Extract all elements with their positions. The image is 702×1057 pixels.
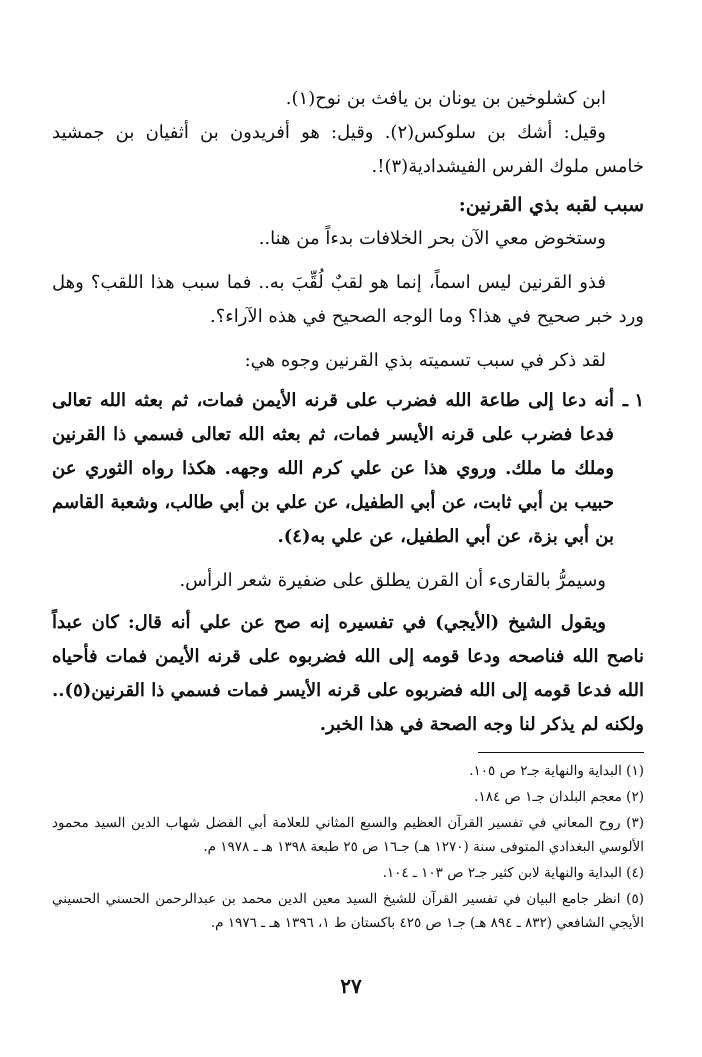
footnote: (٥) انظر جامع البيان في تفسير القرآن للشيخ السيد معين الدين محمد بن عبدالرحمن الحسني الحسيني الأيجي الشافعي (٨٣٢ ـ ٨٩٤ هـ) جـ١ ص ٤٢٥ باكستان ط ١، ١٣٩٦ هـ ـ ١٩٧٦ م. [52, 891, 644, 931]
list-item-number: ١ ـ [622, 390, 644, 411]
paragraph-question: فذو القرنين ليس اسماً، إنما هو لقبٌ لُقِّبَ به.. فما سبب هذا اللقب؟ وهل ورد خبر صحيح في هذا؟ وما الوجه الصحيح في هذه الآراء؟. [52, 272, 644, 327]
paragraph-reasons-lead: لقد ذكر في سبب تسميته بذي القرنين وجوه هي: [244, 350, 606, 371]
footnote: (٤) البداية والنهاية لابن كثير جـ٢ ص ١٠٣ ـ ١٠٤. [382, 865, 644, 881]
paragraph-intro: وستخوض معي الآن بحر الخلافات بدءاً من هنا.. [258, 228, 606, 249]
footnote: (١) البداية والنهاية جـ٢ ص ١٠٥. [469, 763, 644, 779]
footnote-divider [478, 752, 644, 753]
paragraph-note: وسيمرُّ بالقارىء أن القرن يطلق على ضفيرة شعر الرأس. [179, 570, 606, 591]
footnotes [52, 759, 644, 935]
section-heading: سبب لقبه بذي القرنين: [458, 194, 644, 216]
page-number: ٢٧ [340, 974, 362, 998]
list-item-text: أنه دعا إلى طاعة الله فضرب على قرنه الأيمن فمات، ثم بعثه الله تعالى فدعا فضرب على قرنه الأيسر فمات، ثم بعثه الله تعالى فسمي ذا القرنين وملك ما ملك. وروي هذا عن علي كرم الله وجهه. هكذا رواه الثوري عن حبيب بن أبي ثابت، عن أبي الطفيل، عن علي بن أبي طالب، وشعبة القاسم بن أبي بزة، عن أبي الطفيل، عن علي به(٤). [52, 390, 614, 547]
paragraph-lineage: ابن كشلوخين بن يونان بن يافث بن نوح(١). [285, 88, 606, 109]
footnote: (٣) روح المعاني في تفسير القرآن العظيم والسبع المثاني للعلامة أبي الفضل شهاب الدين السيد محمود الألوسي البغدادي المتوفى سنة (١٢٧٠ هـ) جـ١٦ ص ٢٥ طبعة ١٣٩٨ هـ ـ ١٩٧٨ م. [52, 815, 644, 855]
paragraph-sheikh-quote: ويقول الشيخ (الأيجي) في تفسيره إنه صح عن علي أنه قال: كان عبداً ناصح الله فناصحه ودعا قومه إلى الله فضربوه على قرنه الأيمن فمات فأحياه الله فدعا قومه إلى الله فضربوه على قرنه الأيسر فمات فسمي ذا القرنين(٥).. ولكنه لم يذكر لنا وجه الصحة في هذا الخبر. [52, 612, 644, 735]
footnote: (٢) معجم البلدان جـ١ ص ١٨٤. [474, 789, 644, 805]
list-item [52, 384, 644, 554]
paragraph-alternative-names: وقيل: أشك بن سلوكس(٢). وقيل: هو أفريدون بن أثفيان بن جمشيد خامس ملوك الفرس الفيشدادية(٣)!. [52, 122, 644, 177]
